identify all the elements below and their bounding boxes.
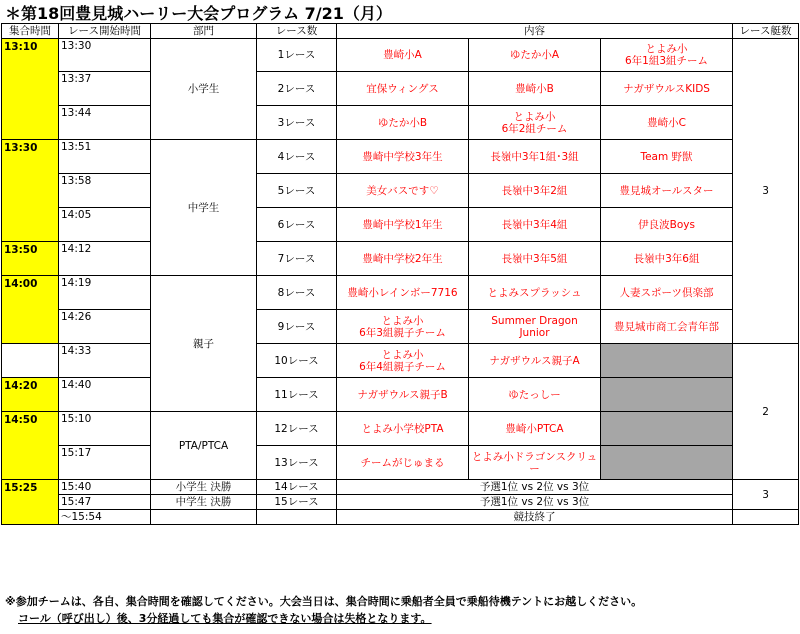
- race-number: 14レース: [257, 480, 337, 495]
- team-name: チームがじゅまる: [337, 446, 469, 480]
- start-time: 13:58: [59, 174, 151, 208]
- team-name: 人妻スポーツ倶楽部: [601, 276, 733, 310]
- race-number: 4レース: [257, 140, 337, 174]
- competition-end: 競技終了: [337, 510, 733, 525]
- start-time: 14:19: [59, 276, 151, 310]
- team-name: 豊見城市商工会青年部: [601, 310, 733, 344]
- table-row: [2, 446, 799, 480]
- team-name: とよみ小 6年2組チーム: [469, 106, 601, 140]
- start-time: 15:10: [59, 412, 151, 446]
- start-time: 13:30: [59, 39, 151, 72]
- team-name: 豊崎小A: [337, 39, 469, 72]
- start-time: 15:40: [59, 480, 151, 495]
- race-number: 10レース: [257, 344, 337, 378]
- team-name: とよみ小 6年4組親子チーム: [337, 344, 469, 378]
- table-row: [2, 208, 799, 242]
- team-name: 美女バスです♡: [337, 174, 469, 208]
- header-race-number: レース数: [257, 24, 337, 39]
- boat-count: 3: [733, 39, 799, 344]
- team-name: 伊良波Boys: [601, 208, 733, 242]
- header-content: 内容: [337, 24, 733, 39]
- final-content: 予選1位 vs 2位 vs 3位: [337, 495, 733, 510]
- division-final: 小学生 決勝: [151, 480, 257, 495]
- team-name: 長嶺中3年6組: [601, 242, 733, 276]
- start-time: 15:17: [59, 446, 151, 480]
- start-time: 13:37: [59, 72, 151, 106]
- team-name: Team 野獣: [601, 140, 733, 174]
- team-name: とよみ小学校PTA: [337, 412, 469, 446]
- team-name: 長嶺中3年5組: [469, 242, 601, 276]
- race-number: 11レース: [257, 378, 337, 412]
- gather-time: 14:20: [2, 378, 59, 412]
- team-name: 長嶺中3年4組: [469, 208, 601, 242]
- division-middle: 中学生: [151, 140, 257, 276]
- division-elementary: 小学生: [151, 39, 257, 140]
- header-row: [2, 24, 799, 39]
- start-time: 13:51: [59, 140, 151, 174]
- team-name: 長嶺中3年1組･3組: [469, 140, 601, 174]
- race-number: 9レース: [257, 310, 337, 344]
- team-name: ゆたか小B: [337, 106, 469, 140]
- race-number: 7レース: [257, 242, 337, 276]
- empty-cell: [151, 510, 257, 525]
- race-number: 5レース: [257, 174, 337, 208]
- team-name: 豊崎中学校3年生: [337, 140, 469, 174]
- team-name: 豊見城オールスター: [601, 174, 733, 208]
- table-row: [2, 495, 799, 510]
- table-row: [2, 39, 799, 72]
- header-boat-count: レース艇数: [733, 24, 799, 39]
- team-name: ナガザウルス親子A: [469, 344, 601, 378]
- boat-count: 2: [733, 344, 799, 480]
- start-time: 14:33: [59, 344, 151, 378]
- team-name: とよみスプラッシュ: [469, 276, 601, 310]
- table-row: [2, 378, 799, 412]
- table-row: [2, 412, 799, 446]
- start-time: 14:26: [59, 310, 151, 344]
- empty-cell: [733, 510, 799, 525]
- start-time: 15:47: [59, 495, 151, 510]
- race-number: 8レース: [257, 276, 337, 310]
- table-row: [2, 174, 799, 208]
- table-row: [2, 242, 799, 276]
- team-name: 豊崎小C: [601, 106, 733, 140]
- division-parent: 親子: [151, 276, 257, 412]
- team-name: 長嶺中3年2組: [469, 174, 601, 208]
- page-title: ＊第18回豊見城ハーリー大会プログラム 7/21（月）: [5, 4, 392, 23]
- table-row: [2, 510, 799, 525]
- team-name: 豊崎小レインボー7716: [337, 276, 469, 310]
- notes: [5, 593, 642, 627]
- start-time: 14:05: [59, 208, 151, 242]
- gather-time: 13:50: [2, 242, 59, 276]
- gather-time: 13:30: [2, 140, 59, 242]
- team-name: Summer Dragon Junior: [469, 310, 601, 344]
- team-name: 豊崎小B: [469, 72, 601, 106]
- team-name: ゆたか小A: [469, 39, 601, 72]
- team-name: 豊崎小PTCA: [469, 412, 601, 446]
- team-name: とよみ小ドラゴンスクリュー: [469, 446, 601, 480]
- team-name: 宜保ウィングス: [337, 72, 469, 106]
- header-gather-time: 集合時間: [2, 24, 59, 39]
- start-time: 14:40: [59, 378, 151, 412]
- program-table: [1, 23, 799, 525]
- note-line-2: コール（呼び出し）後、3分経過しても集合が確認できない場合は失格となります。: [18, 612, 432, 625]
- start-time: 13:44: [59, 106, 151, 140]
- team-name: 豊崎中学校2年生: [337, 242, 469, 276]
- division-pta: PTA/PTCA: [151, 412, 257, 480]
- team-name: とよみ小 6年1組3組チーム: [601, 39, 733, 72]
- gather-time: 13:10: [2, 39, 59, 140]
- gather-time: 14:50: [2, 412, 59, 480]
- empty-slot: [601, 378, 733, 412]
- boat-count: 3: [733, 480, 799, 510]
- empty-slot: [601, 412, 733, 446]
- race-number: 1レース: [257, 39, 337, 72]
- table-row: [2, 310, 799, 344]
- empty-cell: [257, 510, 337, 525]
- team-name: ナガザウルスKIDS: [601, 72, 733, 106]
- empty-slot: [601, 446, 733, 480]
- table-row: [2, 140, 799, 174]
- race-number: 6レース: [257, 208, 337, 242]
- table-row: [2, 106, 799, 140]
- race-number: 12レース: [257, 412, 337, 446]
- table-row: [2, 72, 799, 106]
- note-line-1: ※参加チームは、各自、集合時間を確認してください。大会当日は、集合時間に乗船者全員で乗船待機テントにお越しください。: [5, 595, 643, 608]
- final-content: 予選1位 vs 2位 vs 3位: [337, 480, 733, 495]
- race-number: 2レース: [257, 72, 337, 106]
- gather-time: 15:25: [2, 480, 59, 525]
- table-row: [2, 480, 799, 495]
- start-time: 14:12: [59, 242, 151, 276]
- table-row: [2, 276, 799, 310]
- table-row: [2, 344, 799, 378]
- race-number: 3レース: [257, 106, 337, 140]
- header-division: 部門: [151, 24, 257, 39]
- empty-slot: [601, 344, 733, 378]
- team-name: とよみ小 6年3組親子チーム: [337, 310, 469, 344]
- header-race-start: レース開始時間: [59, 24, 151, 39]
- end-time: ～15:54: [59, 510, 151, 525]
- team-name: ナガザウルス親子B: [337, 378, 469, 412]
- division-final: 中学生 決勝: [151, 495, 257, 510]
- race-number: 15レース: [257, 495, 337, 510]
- race-number: 13レース: [257, 446, 337, 480]
- team-name: 豊崎中学校1年生: [337, 208, 469, 242]
- team-name: ゆたっしー: [469, 378, 601, 412]
- gather-time: 14:00: [2, 276, 59, 344]
- gather-time-empty: [2, 344, 59, 378]
